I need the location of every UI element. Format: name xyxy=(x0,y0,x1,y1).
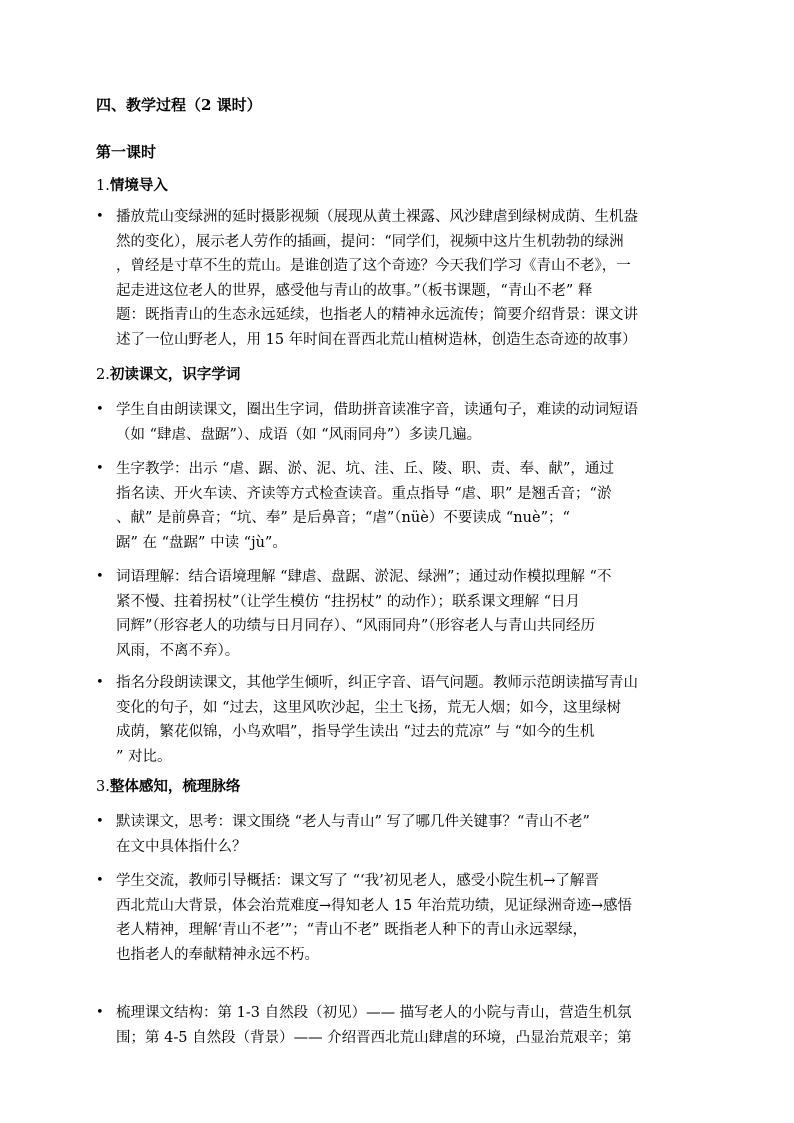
paragraph xyxy=(116,398,696,447)
text-line: 同辉”（形容老人的功绩与日月同存）、“风雨同舟”（形容老人与青山共同经历 xyxy=(116,618,595,635)
text-line: 默读课文，思考：课文围绕 “老人与青山” 写了哪几件关键事？“青山不老” xyxy=(116,814,590,830)
paragraph xyxy=(116,1001,696,1050)
bullet-icon: • xyxy=(96,814,104,829)
text-line: 、献” 是前鼻音；“坑、奉” 是后鼻音；“虐”（nüè）不要读成 “nuè”；“ xyxy=(116,510,570,527)
paragraph xyxy=(116,869,696,967)
text-line: 紧不慢、拄着拐杖”（让学生模仿 “拄拐杖” 的动作）；联系课文理解 “日月 xyxy=(116,593,580,610)
step-number: 3. xyxy=(96,779,110,795)
text-line: 风雨，不离不弃）。 xyxy=(116,642,240,659)
text-line: 起走进这位老人的世界，感受他与青山的故事。”（板书课题，“青山不老” 释 xyxy=(116,282,593,299)
text-line: 然的变化），展示老人劳作的插画，提问：“同学们，视频中这片生机勃勃的绿洲 xyxy=(116,233,624,250)
step-title: 整体感知，梳理脉络 xyxy=(109,778,241,795)
step-title: 情境导入 xyxy=(109,177,168,194)
text-line: 成荫，繁花似锦，小鸟欢唱”，指导学生读出 “过去的荒凉” 与 “如今的生机 xyxy=(116,724,595,741)
bullet-icon: • xyxy=(96,461,104,476)
lesson-title: 第一课时 xyxy=(96,143,157,161)
text-line: 也指老人的奉献精神永远不朽。 xyxy=(116,946,319,963)
bullet-icon: • xyxy=(96,675,104,690)
text-line: 学生自由朗读课文，圈出生字词，借助拼音读准字音，读通句子，难读的动词短语 xyxy=(116,402,638,418)
text-line: 在文中具体指什么？ xyxy=(116,838,247,855)
step-number: 2. xyxy=(96,367,110,383)
text-line: 老人精神，理解‘青山不老’”；“青山不老” 既指老人种下的青山永远翠绿， xyxy=(116,922,588,939)
bullet-icon: • xyxy=(96,873,104,888)
text-line: 围；第 4-5 自然段（背景）—— 介绍晋西北荒山肆虐的环境，凸显治荒艰辛；第 xyxy=(116,1029,632,1046)
step-number: 1. xyxy=(96,178,110,194)
text-line: ，曾经是寸草不生的荒山。是谁创造了这个奇迹？今天我们学习《青山不老》，一 xyxy=(116,258,631,275)
step-heading-3 xyxy=(96,777,240,797)
step-title: 初读课文，识字学词 xyxy=(109,366,241,383)
step-heading-2 xyxy=(96,365,240,385)
text-line: 梳理课文结构：第 1-3 自然段（初见）—— 描写老人的小院与青山，营造生机氛 xyxy=(116,1005,632,1021)
text-line: 播放荒山变绿洲的延时摄影视频（展现从黄土裸露、风沙肆虐到绿树成荫、生机盎 xyxy=(116,209,638,225)
text-line: 指名分段朗读课文，其他学生倾听，纠正字音、语气问题。教师示范朗读描写青山 xyxy=(116,675,638,691)
text-line: 词语理解：结合语境理解 “肆虐、盘踞、淤泥、绿洲”；通过动作模拟理解 “不 xyxy=(116,569,612,585)
paragraph xyxy=(116,565,696,663)
text-line: 生字教学：出示 “虐、踞、淤、泥、坑、洼、丘、陵、职、责、奉、献”，通过 xyxy=(116,461,614,477)
bullet-icon: • xyxy=(96,402,104,417)
section-heading: 四、教学过程（2 课时） xyxy=(96,96,262,114)
text-line: 踞” 在 “盘踞” 中读 “jù”。 xyxy=(116,534,287,551)
paragraph xyxy=(116,205,696,353)
text-line: 变化的句子，如 “过去，这里风吹沙起，尘土飞扬，荒无人烟；如今，这里绿树 xyxy=(116,699,622,716)
bullet-icon: • xyxy=(96,569,104,584)
paragraph xyxy=(116,810,696,859)
bullet-icon: • xyxy=(96,209,104,224)
text-line: 西北荒山大背景，体会治荒难度→得知老人 15 年治荒功绩，见证绿洲奇迹→感悟 xyxy=(116,897,632,914)
text-line: （如 “肆虐、盘踞”）、成语（如 “风雨同舟”）多读几遍。 xyxy=(116,426,482,443)
step-heading-1 xyxy=(96,176,168,196)
paragraph xyxy=(116,457,696,555)
text-line: 述了一位山野老人，用 15 年时间在晋西北荒山植树造林，创造生态奇迹的故事） xyxy=(116,331,637,348)
text-line: 学生交流，教师引导概括：课文写了 “‘我’初见老人，感受小院生机→了解晋 xyxy=(116,873,599,889)
bullet-icon: • xyxy=(96,1005,104,1020)
text-line: ” 对比。 xyxy=(116,748,172,765)
paragraph xyxy=(116,671,696,769)
text-line: 题：既指青山的生态永远延续，也指老人的精神永远流传；简要介绍背景：课文讲 xyxy=(116,307,638,324)
text-line: 指名读、开火车读、齐读等方式检查读音。重点指导 “虐、职” 是翘舌音；“淤 xyxy=(116,485,612,502)
